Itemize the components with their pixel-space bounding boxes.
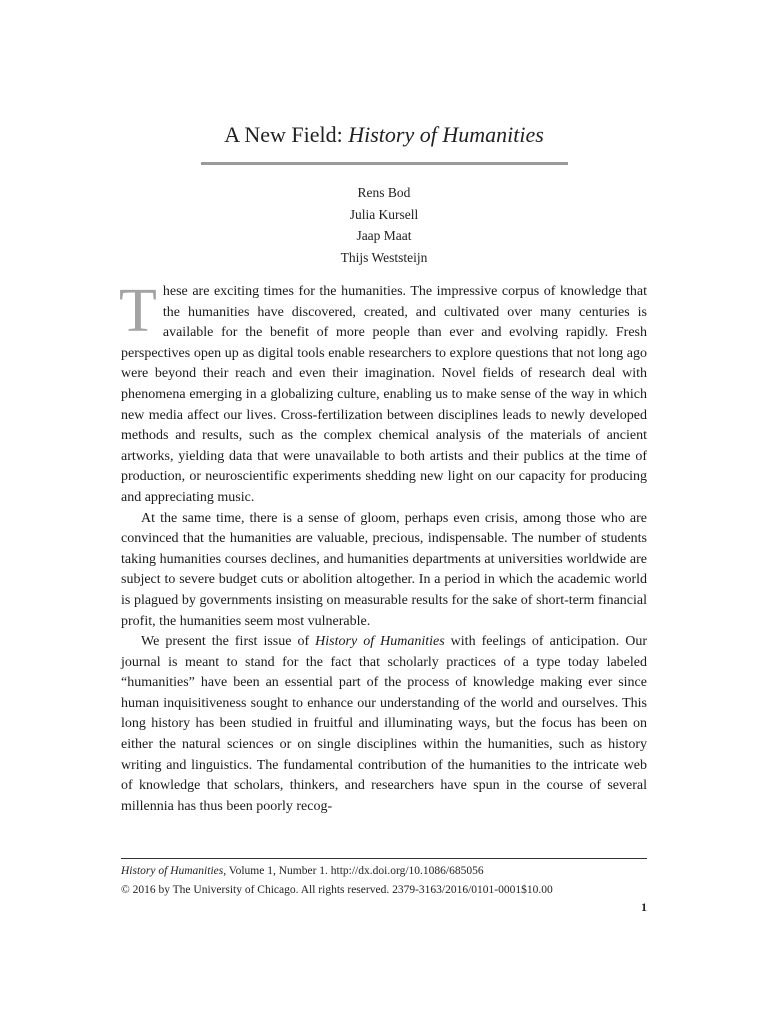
- paragraph-1: [119, 277, 647, 509]
- citation-line: [121, 862, 647, 881]
- footer-journal-name: History of Humanities: [121, 865, 224, 877]
- paragraph-1-text: hese are exciting times for the humanities. The impressive corpus of knowledge that the humanities have discovered, created, and cultivated over many centuries is available for the benefit of more people than ever and evolving rapidly. Fresh perspectives open up as digital tools enable researchers to explore questions that not long ago were beyond their reach and even their imagination. Novel fields of research deal with phenomena emerging in a globalizing culture, enabling us to make sense of the way in which new media affect our lives. Cross-fertilization between disciplines leads to newly developed methods and results, such as the complex chemical analysis of the materials of ancient artworks, yielding data that were unavailable to both artists and their publics at the time of production, or neuroscientific experiments shedding new light on our capacity for producing and appreciating music.: [121, 284, 647, 505]
- article-title-italic: History of Humanities: [348, 122, 544, 147]
- author-name: Rens Bod: [357, 185, 411, 200]
- paragraph-3-text-rest: with feelings of anticipation. Our journal is meant to stand for the fact that scholarly practices of a type today labeled “humanities” have been an essential part of the process of knowledge making ever since human inquisitiveness sought to enhance our understanding of the world and ourselves. This long history has been studied in fruitful and illuminating ways, but the focus has been on either the natural sciences or on single disciplines within the humanities, such as history writing and linguistics. The fundamental contribution of the humanities to the intricate web of knowledge that scholars, thinkers, and researchers have spun in the course of several millennia has thus been poorly recog-: [121, 634, 647, 814]
- paragraph-3: [121, 632, 647, 817]
- page-number: 1: [641, 900, 647, 914]
- author-name: Julia Kursell: [349, 206, 419, 222]
- article-body: [119, 277, 647, 817]
- paragraph-2: At the same time, there is a sense of gloom, perhaps even crisis, among those who are convinced that the humanities are valuable, precious, indispensable. The number of students taking humanities courses declines, and humanities departments at universities worldwide are subject to severe budget cuts or abolition altogether. In a period in which the academic world is plagued by governments insisting on measurable results for the sake of short-term financial profit, the humanities seem most vulnerable.: [121, 510, 647, 629]
- article-title: [0, 120, 768, 150]
- author-list: [0, 182, 768, 268]
- footer-citation-details: , Volume 1, Number 1. http://dx.doi.org/10.1086/685056: [223, 865, 484, 877]
- copyright-line: © 2016 by The University of Chicago. All rights reserved. 2379-3163/2016/0101-0001$10.00: [121, 883, 553, 896]
- article-title-plain: A New Field:: [224, 122, 349, 147]
- paragraph-3-text-start: We present the first issue of: [141, 634, 316, 650]
- title-rule: [201, 162, 568, 165]
- footer-rule: [121, 858, 647, 859]
- page-footer: [121, 862, 647, 899]
- drop-cap: T: [119, 277, 157, 345]
- journal-name-inline: History of Humanities: [315, 634, 445, 650]
- author-name: Jaap Maat: [356, 228, 412, 243]
- author-name: Thijs Weststeijn: [340, 249, 428, 265]
